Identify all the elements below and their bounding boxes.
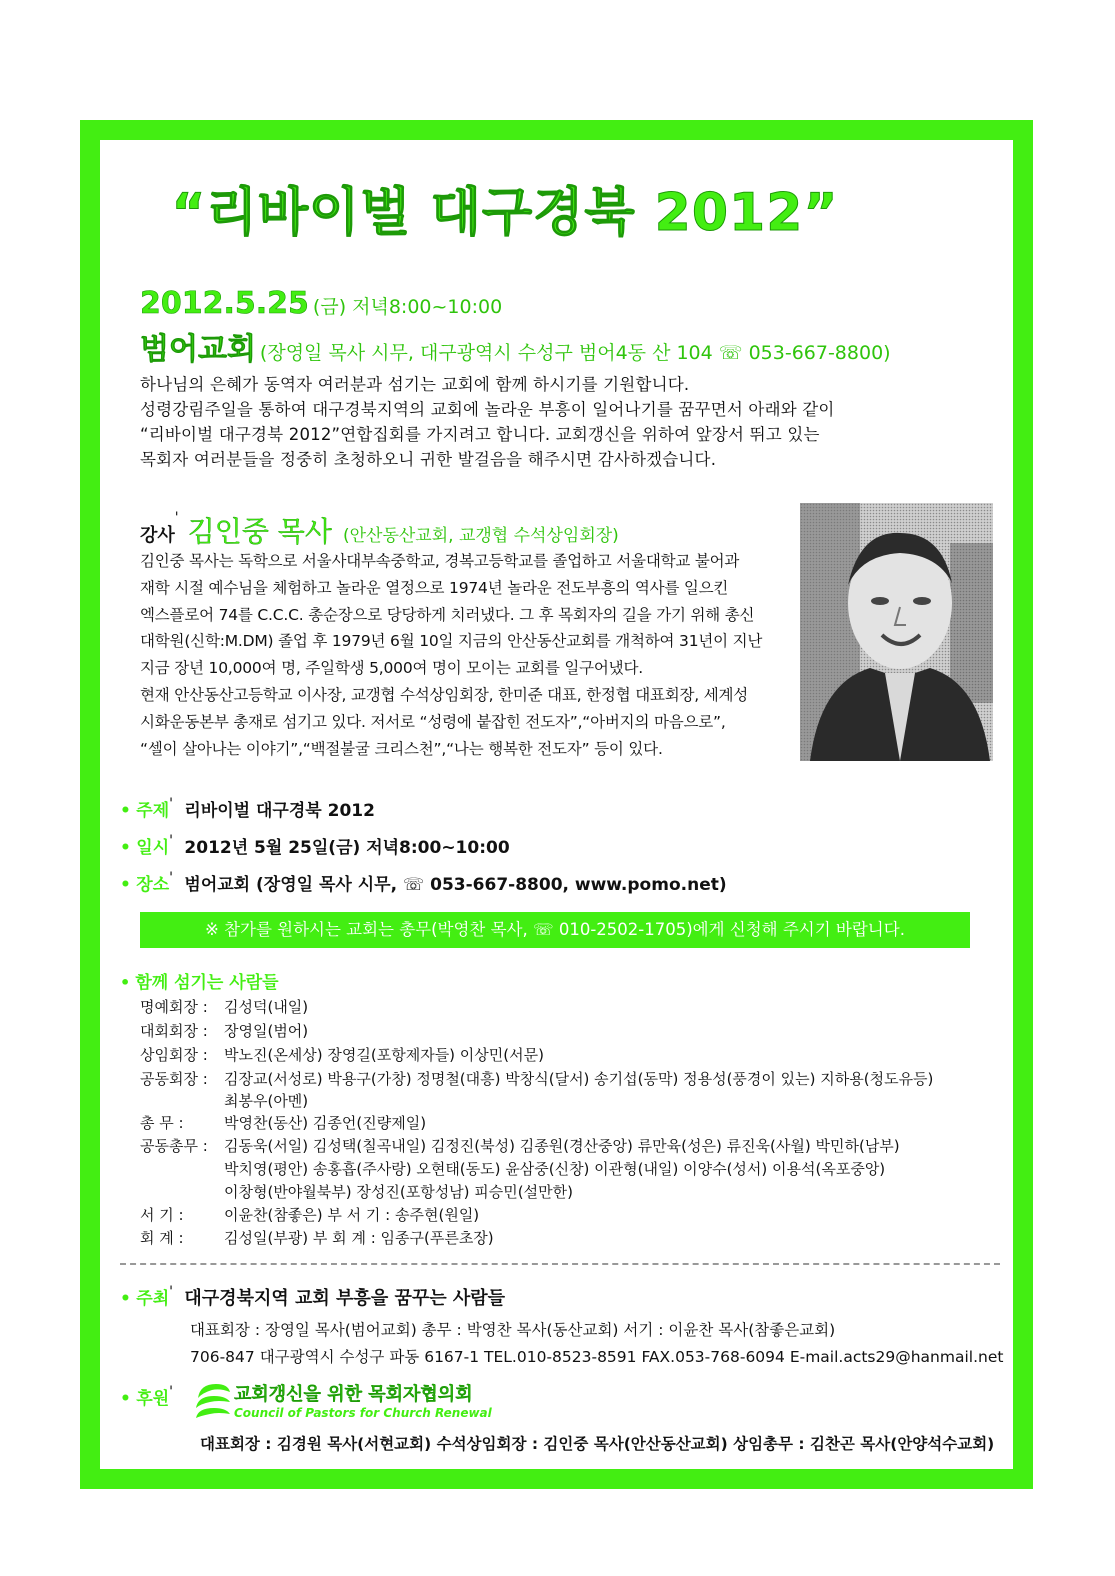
member-row: 대회회장 : 장영일(범어)	[140, 1022, 309, 1040]
speaker-affiliation: (안산동산교회, 교갱협 수석상임회장)	[342, 526, 619, 546]
intro-paragraph	[140, 372, 940, 472]
bio-line: 대학원(신학:M.DM) 졸업 후 1979년 6월 10일 지금의 안산동산교회를 개척하여 31년이 지난	[140, 632, 763, 651]
member-row: 공동총무 : 김동욱(서일) 김성택(칠곡내일) 김정진(북성) 김종원(경산중앙) 류만육(성은) 류진욱(사월) 박민하(남부)	[140, 1137, 900, 1155]
host-officers: 대표회장 : 장영일 목사(범어교회) 총무 : 박영찬 목사(동산교회) 서기 : 이윤찬 목사(참좋은교회)	[190, 1321, 836, 1339]
member-row: 최봉우(아멘)	[224, 1092, 309, 1110]
bullet-icon: •	[120, 838, 131, 858]
member-row: 명예회장 : 김성덕(내일)	[140, 998, 309, 1016]
event-venue-detail: (장영일 목사 시무, 대구광역시 수성구 범어4동 산 104 ☏ 053-667-8800)	[259, 342, 891, 364]
bio-line: 지금 장년 10,000여 명, 주일학생 5,000여 명이 모이는 교회를 일구어냈다.	[140, 659, 643, 678]
bio-line: 엑스플로어 74를 C.C.C. 총순장으로 당당하게 치러냈다. 그 후 목회자의 길을 가기 위해 총신	[140, 605, 755, 624]
info-venue	[120, 870, 727, 895]
speaker-portrait-image	[800, 503, 993, 761]
bio-line: 현재 안산동산고등학교 이사장, 교갱협 수석상임회장, 한미준 대표, 한정협 대표회장, 세계성	[140, 685, 749, 704]
bullet-icon: •	[120, 1289, 131, 1309]
host-heading	[120, 1284, 505, 1310]
speaker-name: 김인중 목사	[187, 515, 332, 548]
info-datetime	[120, 833, 510, 858]
speaker-bio	[140, 548, 800, 762]
host-label: 주최	[136, 1289, 170, 1309]
label-tick: '	[169, 796, 173, 812]
bullet-icon: •	[120, 801, 131, 821]
speaker-photo	[800, 503, 993, 761]
bio-line: 김인중 목사는 독학으로 서울사대부속중학교, 경복고등학교를 졸업하고 서울대학교 불어과	[140, 552, 740, 570]
intro-line: “리바이벌 대구경북 2012”연합집회를 가지려고 합니다. 교회갱신을 위하여 앞장서 뛰고 있는	[140, 425, 820, 444]
label-tick: '	[169, 870, 173, 886]
speaker-tick: '	[174, 510, 179, 526]
event-time: (금) 저녁8:00~10:00	[312, 296, 503, 318]
sponsor-logo-english: Council of Pastors for Church Renewal	[234, 1406, 492, 1420]
bullet-icon: •	[120, 875, 131, 895]
bullet-icon: •	[120, 1389, 131, 1409]
speaker-label: 강사	[140, 525, 175, 546]
sponsor-label: 후원	[136, 1389, 170, 1409]
event-date-line	[140, 286, 502, 321]
sponsor-logo	[194, 1380, 492, 1428]
intro-line: 하나님의 은혜가 동역자 여러분과 섬기는 교회에 함께 하시기를 기원합니다.	[140, 375, 690, 394]
page-title: “리바이벌 대구경북 2012”	[171, 183, 839, 243]
bio-line: 시화운동본부 총재로 섬기고 있다. 저서로 “성령에 붙잡힌 전도자”,“아버지의 마음으로”,	[140, 712, 726, 731]
label-tick: '	[169, 1284, 173, 1300]
info-label: 일시	[136, 838, 170, 858]
info-label: 주제	[136, 801, 170, 821]
info-value: 2012년 5월 25일(금) 저녁8:00~10:00	[184, 838, 510, 858]
members-title: 함께 섬기는 사람들	[135, 973, 279, 993]
bio-line: “셀이 살아나는 이야기”,“백절불굴 크리스천”,“나는 행복한 전도자” 등이 있다.	[140, 739, 663, 758]
sponsor-logo-korean: 교회갱신을 위한 목회자협의회	[234, 1384, 473, 1405]
member-row: 서 기 : 이윤찬(참좋은) 부 서 기 : 송주현(원일)	[140, 1206, 480, 1224]
event-venue-line	[140, 324, 891, 368]
intro-line: 성령강림주일을 통하여 대구경북지역의 교회에 놀라운 부흥이 일어나기를 꿈꾸면서 아래와 같이	[140, 400, 835, 419]
church-renewal-logo-icon	[194, 1380, 232, 1424]
speaker-heading	[140, 510, 619, 550]
member-row: 총 무 : 박영찬(동산) 김종언(진량제일)	[140, 1114, 427, 1132]
label-tick: '	[169, 833, 173, 849]
bullet-icon: •	[120, 973, 131, 992]
info-label: 장소	[136, 875, 170, 895]
info-value: 리바이벌 대구경북 2012	[184, 801, 375, 821]
intro-line: 목회자 여러분들을 정중히 초청하오니 귀한 발걸음을 해주시면 감사하겠습니다.	[140, 450, 717, 469]
info-value: 범어교회 (장영일 목사 시무, ☏ 053-667-8800, www.pomo.net)	[184, 875, 727, 895]
registration-notice-banner: ※ 참가를 원하시는 교회는 총무(박영찬 목사, ☏ 010-2502-1705)에게 신청해 주시기 바랍니다.	[140, 912, 970, 948]
section-divider	[120, 1263, 1000, 1265]
member-row: 이창형(반야월북부) 장성진(포항성남) 피승민(설만한)	[224, 1183, 573, 1201]
member-row: 박치영(평안) 송홍흡(주사랑) 오현태(동도) 윤삼중(신창) 이관형(내일) 이양수(성서) 이용석(옥포중앙)	[224, 1160, 886, 1178]
bio-line: 재학 시절 예수님을 체험하고 놀라운 열정으로 1974년 놀라운 전도부흥의 역사를 일으킨	[140, 578, 729, 597]
host-name: 대구경북지역 교회 부흥을 꿈꾸는 사람들	[184, 1288, 506, 1309]
host-contact: 706-847 대구광역시 수성구 파동 6167-1 TEL.010-8523-8591 FAX.053-768-6094 E-mail.acts29@hanmail.net	[190, 1348, 1004, 1366]
sponsor-heading	[120, 1384, 173, 1409]
members-heading	[120, 968, 279, 993]
member-row: 회 계 : 김성일(부광) 부 회 계 : 임종구(푸른초장)	[140, 1229, 494, 1247]
member-row: 공동회장 : 김장교(서성로) 박용구(가창) 정명철(대흥) 박창식(달서) 송기섭(동막) 정용성(풍경이 있는) 지하용(청도유등)	[140, 1070, 934, 1088]
label-tick: '	[169, 1384, 173, 1400]
event-venue: 범어교회	[140, 332, 256, 367]
sponsor-officers: 대표회장 : 김경원 목사(서현교회) 수석상임회장 : 김인중 목사(안산동산교회) 상임총무 : 김찬곤 목사(안양석수교회)	[200, 1435, 995, 1453]
member-row: 상임회장 : 박노진(온세상) 장영길(포항제자들) 이상민(서문)	[140, 1046, 544, 1064]
info-theme	[120, 796, 375, 821]
event-date: 2012.5.25	[140, 286, 309, 321]
